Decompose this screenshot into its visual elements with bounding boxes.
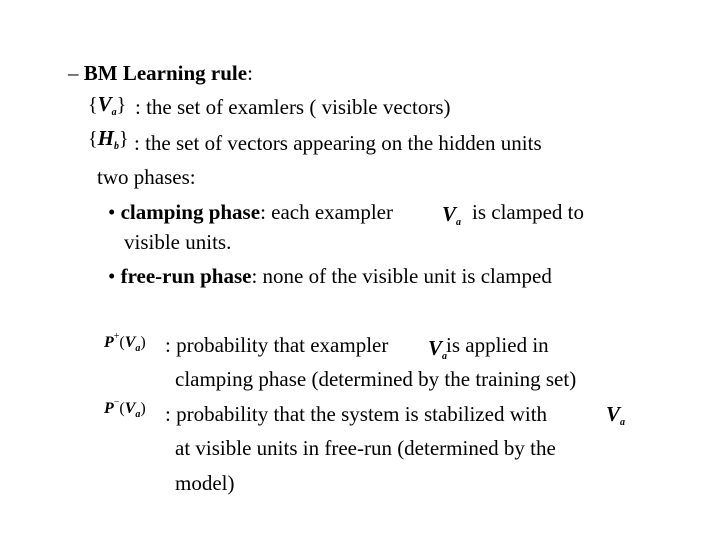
va-set-symbol: {Va} bbox=[88, 92, 127, 118]
p-plus-definition-1: : probability that exampler bbox=[165, 333, 389, 357]
free-run-phase-line bbox=[108, 266, 552, 287]
va-set-definition: : the set of examlers ( visible vectors) bbox=[135, 95, 451, 119]
bullet: • bbox=[108, 264, 116, 288]
p-plus-symbol: $P^+(V_a)$ bbox=[104, 331, 146, 354]
p-minus-definition-3: model) bbox=[175, 471, 235, 495]
va-symbol: Va bbox=[428, 336, 448, 362]
free-run-phase-term: free-run phase bbox=[120, 264, 252, 288]
heading-dash: – bbox=[68, 61, 79, 85]
p-minus-definition-2: at visible units in free-run (determined by the bbox=[175, 436, 556, 460]
p-minus-symbol: $P^-(V_a)$ bbox=[104, 397, 146, 420]
two-phases-label: two phases: bbox=[97, 165, 196, 189]
clamping-phase-text: : each exampler bbox=[260, 200, 393, 224]
heading-line bbox=[68, 63, 253, 84]
free-run-phase-text: : none of the visible unit is clamped bbox=[251, 264, 552, 288]
hb-set-definition: : the set of vectors appearing on the hidden units bbox=[134, 131, 542, 155]
va-symbol: Va bbox=[606, 402, 626, 428]
clamping-phase-term: clamping phase bbox=[120, 200, 261, 224]
clamping-phase-line bbox=[108, 202, 393, 223]
bullet: • bbox=[108, 200, 116, 224]
va-symbol: Va bbox=[442, 202, 462, 228]
heading-title: BM Learning rule bbox=[83, 61, 248, 85]
p-minus-definition-1: : probability that the system is stabilized with bbox=[165, 402, 548, 426]
clamping-phase-continuation: visible units. bbox=[124, 230, 232, 254]
p-plus-definition-3: clamping phase (determined by the training set) bbox=[175, 367, 577, 391]
hb-set-symbol: {Hb} bbox=[88, 126, 129, 152]
clamping-phase-text-2: is clamped to bbox=[472, 200, 584, 224]
p-plus-definition-2: is applied in bbox=[446, 333, 549, 357]
heading-colon: : bbox=[247, 61, 253, 85]
